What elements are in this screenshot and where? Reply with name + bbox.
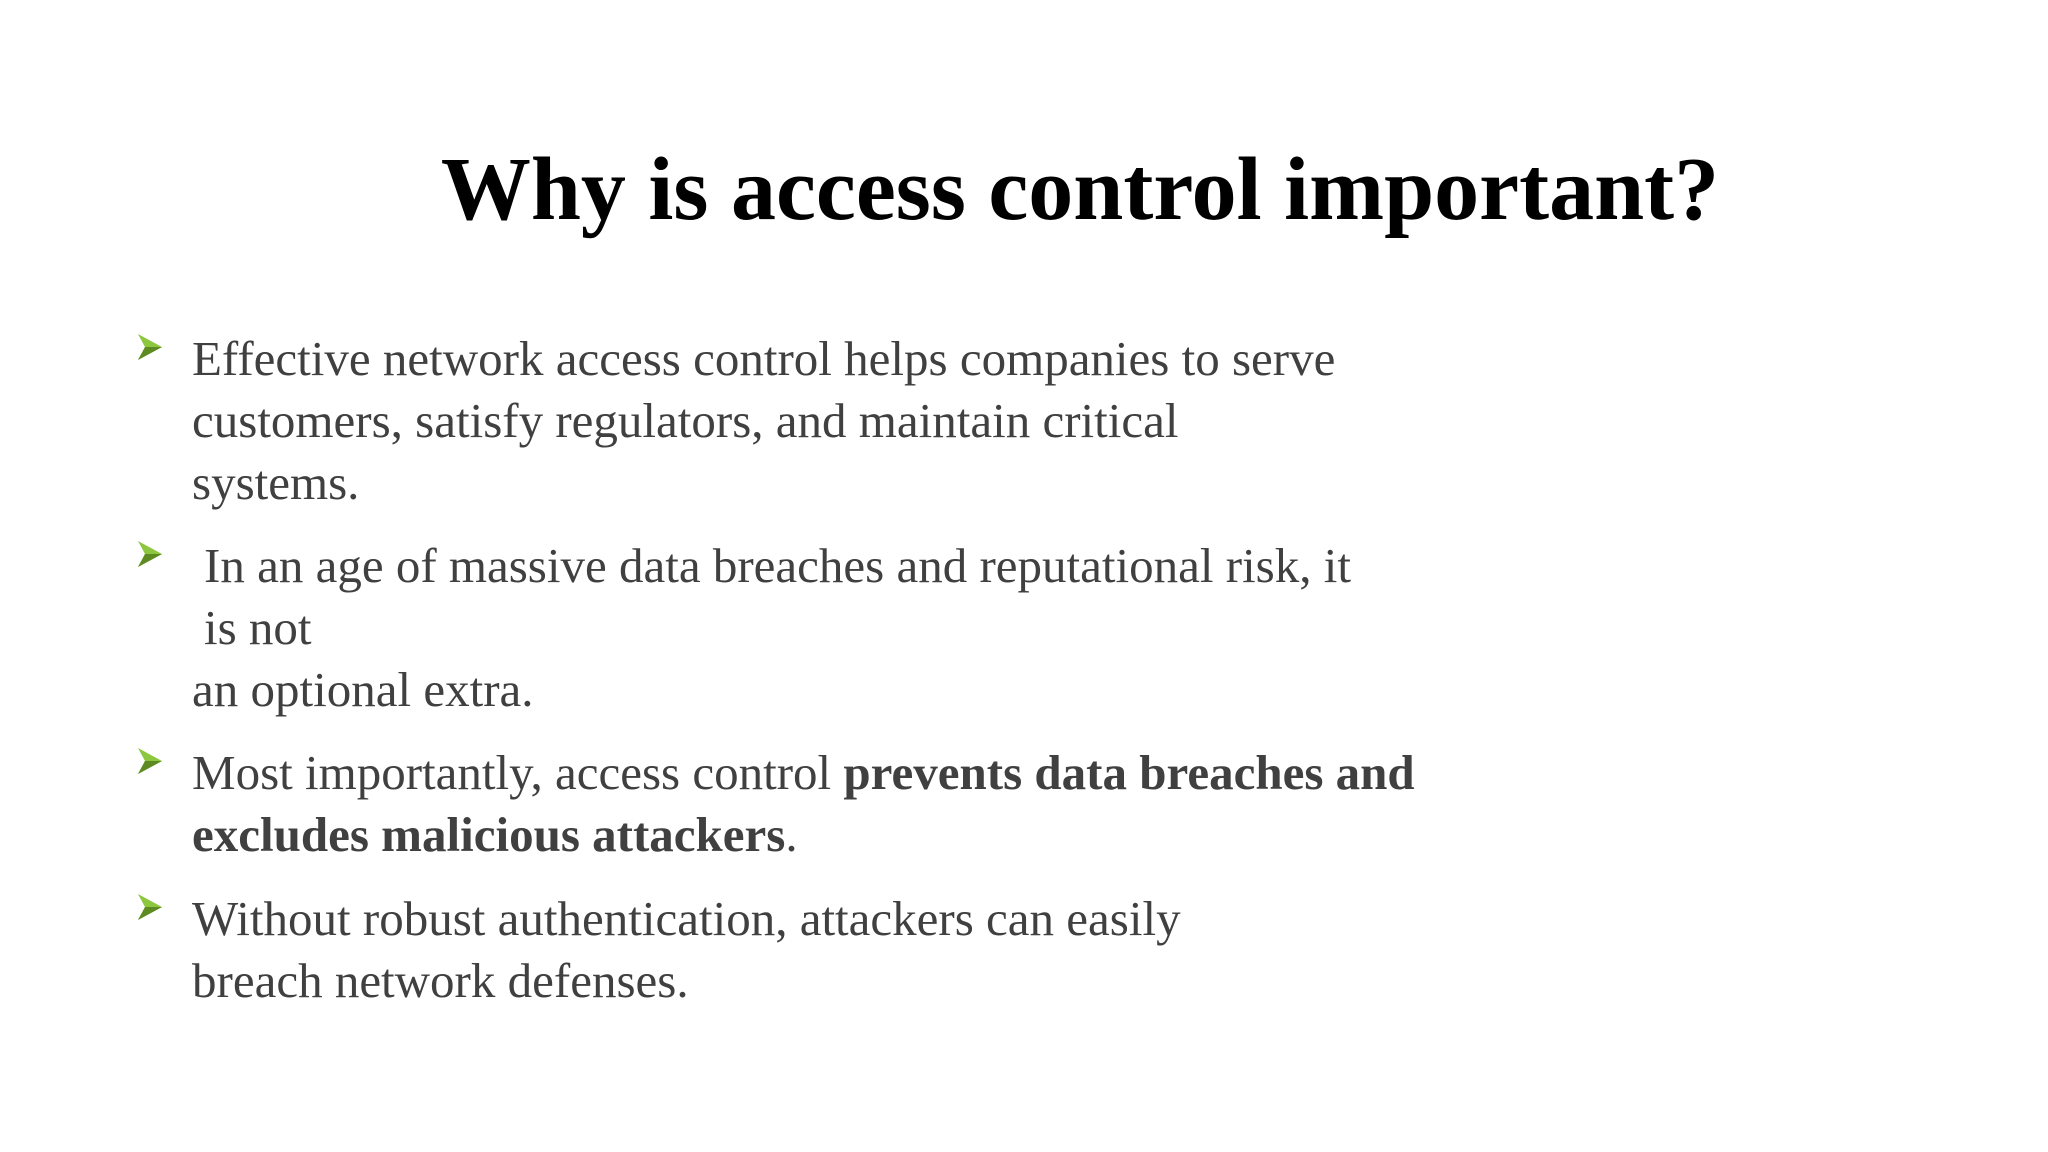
bullet-text-normal: . bbox=[785, 807, 798, 862]
bullet-text-bold: excludes malicious attackers bbox=[192, 807, 786, 862]
bullet-line: an optional extra. bbox=[192, 662, 534, 717]
bullet-text-bold: prevents data breaches and bbox=[843, 745, 1415, 800]
arrow-bullet-icon bbox=[136, 746, 164, 780]
bullet-line: breach network defenses. bbox=[192, 953, 689, 1008]
arrow-bullet-icon bbox=[136, 892, 164, 926]
bullet-line bbox=[192, 804, 1415, 866]
bullet-line bbox=[192, 742, 1415, 804]
arrow-bullet-icon bbox=[136, 539, 164, 573]
bullet-text bbox=[192, 535, 1351, 721]
bullet-text bbox=[192, 742, 1415, 866]
bullet-text bbox=[192, 888, 1181, 1012]
bullet-line: customers, satisfy regulators, and maintain critical bbox=[192, 393, 1179, 448]
bullet-line: systems. bbox=[192, 455, 360, 510]
bullet-line: Without robust authentication, attackers can easily bbox=[192, 891, 1181, 946]
bullet-text-normal: Most importantly, access control bbox=[192, 745, 844, 800]
bullet-text bbox=[192, 328, 1335, 514]
slide-title: Why is access control important? bbox=[440, 140, 1720, 239]
arrow-bullet-icon bbox=[136, 332, 164, 366]
bullet-line: is not bbox=[204, 600, 312, 655]
bullet-line: In an age of massive data breaches and reputational risk, it bbox=[204, 538, 1351, 593]
bullet-line: Effective network access control helps companies to serve bbox=[192, 331, 1336, 386]
